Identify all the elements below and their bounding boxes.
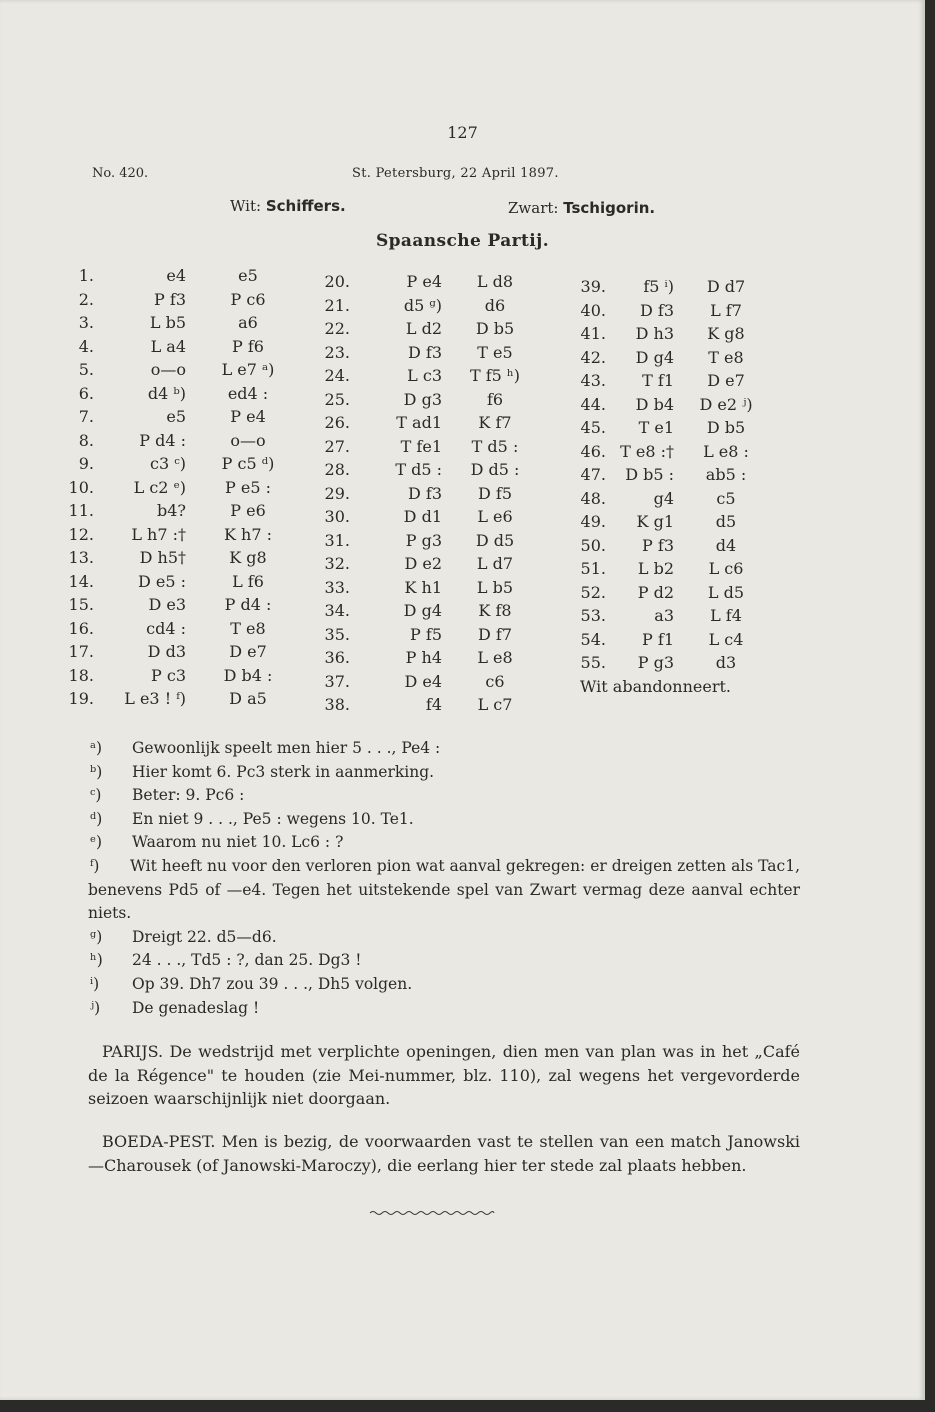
- white-move: T fe1: [400, 436, 442, 456]
- black-move: L b5: [476, 577, 514, 597]
- black-move: D d7: [706, 277, 746, 296]
- white-move: D g3: [403, 389, 442, 409]
- white-move: L e3 ! ᶠ): [124, 689, 186, 708]
- white-player-name: Schiffers.: [265, 197, 346, 215]
- move-row: [64, 640, 324, 664]
- white-move: a3: [654, 606, 674, 625]
- black-move: D b4 :: [223, 665, 273, 685]
- note-b: [88, 761, 800, 785]
- move-number: 38.: [324, 695, 350, 714]
- move-number: 18.: [68, 665, 94, 685]
- note-key: ʲ): [90, 998, 101, 1017]
- black-move: D d5: [475, 530, 515, 550]
- note-text: Wit heeft nu voor den verloren pion wat aanval gekregen: er dreigen zetten als Tac1, benevens Pd5 of —e4. Tegen het uitstekende spel van Zwart vermag deze aanval echter niets.: [88, 856, 800, 923]
- black-move: K g8: [707, 324, 745, 343]
- move-number: 6.: [78, 383, 94, 403]
- white-move: T f1: [642, 371, 674, 390]
- move-number: 1.: [78, 266, 94, 285]
- note-text: Dreigt 22. d5—d6.: [132, 927, 277, 946]
- moves-column-3: [576, 275, 806, 698]
- move-number: 34.: [324, 601, 350, 620]
- white-move: D f3: [639, 300, 674, 320]
- note-text: Gewoonlijk speelt men hier 5 . . ., Pe4 :: [132, 739, 441, 757]
- black-move: L c4: [708, 629, 744, 649]
- move-number: 45.: [580, 418, 606, 437]
- move-row: [320, 317, 560, 341]
- white-move: T e8 :†: [620, 441, 674, 461]
- black-move: L d8: [476, 272, 514, 291]
- move-number: 31.: [324, 530, 350, 550]
- move-number: 47.: [580, 465, 606, 484]
- move-row: [576, 416, 806, 440]
- white-move: L c2 ᵉ): [133, 477, 186, 497]
- black-move: P c6: [230, 289, 266, 309]
- move-row: [320, 576, 560, 600]
- black-move: c6: [485, 671, 505, 691]
- black-move: d3: [715, 653, 737, 672]
- move-number: 39.: [580, 277, 606, 296]
- move-row: [576, 369, 806, 393]
- move-row: [64, 499, 324, 523]
- move-number: 15.: [68, 595, 94, 614]
- white-move: L h7 :†: [131, 524, 186, 544]
- move-row: [320, 388, 560, 412]
- move-row: [320, 364, 560, 388]
- black-player-name: Tschigorin.: [563, 199, 656, 217]
- black-move: D f7: [477, 624, 512, 644]
- opening-title: Spaansche Partij.: [375, 231, 550, 251]
- black-move: ab5 :: [705, 465, 747, 484]
- white-move: D b5 :: [625, 465, 674, 484]
- white-move: P h4: [405, 648, 442, 667]
- note-d: [88, 808, 800, 832]
- white-move: P f5: [410, 624, 442, 644]
- move-row: [576, 440, 806, 464]
- move-number: 44.: [580, 394, 606, 414]
- white-move: P f3: [642, 535, 674, 555]
- black-move: T e8: [230, 618, 266, 638]
- note-g: [88, 926, 800, 950]
- move-number: 41.: [580, 324, 606, 343]
- move-row: [64, 593, 324, 617]
- white-move: P f1: [642, 629, 674, 649]
- move-row: [64, 382, 324, 406]
- move-row: [320, 270, 560, 294]
- move-row: [320, 646, 560, 670]
- white-move: D h3: [635, 324, 674, 343]
- white-move: L b2: [637, 559, 674, 578]
- black-move: T e5: [477, 342, 513, 362]
- move-row: [64, 664, 324, 688]
- move-number: 24.: [324, 366, 350, 385]
- move-number: 7.: [78, 407, 94, 426]
- move-row: [576, 463, 806, 487]
- black-move: d5: [715, 512, 737, 531]
- move-number: 42.: [580, 347, 606, 367]
- game-number: No. 420.: [92, 166, 149, 181]
- white-move: o—o: [150, 360, 186, 379]
- black-move: D a5: [229, 689, 267, 708]
- move-row: [64, 358, 324, 382]
- move-row: [576, 581, 806, 605]
- black-player-line: [508, 199, 655, 217]
- black-move: D b5: [706, 418, 746, 437]
- move-row: [576, 557, 806, 581]
- move-number: 16.: [68, 618, 94, 638]
- black-move: L e8 :: [703, 441, 749, 461]
- move-row: [64, 405, 324, 429]
- move-number: 5.: [78, 360, 94, 379]
- black-move: L d5: [707, 582, 745, 602]
- white-move: L c3: [407, 366, 442, 385]
- note-text: Waarom nu niet 10. Lc6 : ?: [132, 833, 344, 852]
- place-date: St. Petersburg, 22 April 1897.: [352, 166, 559, 181]
- move-row: [576, 346, 806, 370]
- white-move: D f3: [407, 342, 442, 362]
- white-move: D e3: [148, 595, 186, 614]
- result: Wit abandonneert.: [580, 676, 732, 696]
- move-number: 13.: [68, 548, 94, 567]
- move-number: 8.: [78, 430, 94, 450]
- white-move: D e2: [404, 554, 442, 573]
- move-number: 26.: [324, 413, 350, 432]
- move-number: 32.: [324, 554, 350, 573]
- move-row: [576, 534, 806, 558]
- black-move: K f8: [478, 601, 512, 620]
- move-number: 37.: [324, 671, 350, 691]
- black-move: L e7 ᵃ): [221, 360, 275, 379]
- note-key: ᶜ): [90, 786, 102, 805]
- white-move: D g4: [403, 601, 442, 620]
- black-move: f6: [486, 389, 504, 409]
- move-number: 17.: [68, 642, 94, 661]
- move-row: [320, 599, 560, 623]
- note-key: ᵉ): [90, 833, 103, 852]
- move-row: [576, 651, 806, 675]
- black-move: d6: [484, 295, 506, 315]
- move-row: [320, 435, 560, 459]
- note-text: 24 . . ., Td5 : ?, dan 25. Dg3 !: [132, 951, 362, 970]
- black-move: o—o: [230, 430, 266, 450]
- move-number: 36.: [324, 648, 350, 667]
- black-label: Zwart:: [508, 199, 559, 217]
- black-move: L f4: [710, 606, 742, 625]
- white-move: D e5 :: [137, 571, 186, 591]
- move-number: 54.: [580, 629, 606, 649]
- white-move: D e4: [404, 671, 442, 691]
- note-key: ʰ): [90, 951, 103, 970]
- move-row: [320, 458, 560, 482]
- move-number: 11.: [68, 501, 94, 520]
- note-text: Op 39. Dh7 zou 39 . . ., Dh5 volgen.: [132, 974, 413, 993]
- move-row: [320, 552, 560, 576]
- move-row: [64, 288, 324, 312]
- move-row: [64, 311, 324, 335]
- black-move: L f6: [232, 571, 264, 591]
- black-move: ed4 :: [227, 383, 269, 403]
- note-c: [88, 784, 800, 808]
- black-move: e5: [238, 266, 258, 285]
- move-number: 25.: [324, 389, 350, 409]
- white-move: f4: [425, 695, 442, 714]
- move-row: [320, 505, 560, 529]
- white-move: D d3: [147, 642, 186, 661]
- note-j: [88, 997, 800, 1021]
- move-row: [64, 617, 324, 641]
- move-number: 20.: [324, 272, 350, 291]
- move-row: [320, 529, 560, 553]
- black-move: K h7 :: [224, 524, 272, 544]
- black-move: K f7: [478, 413, 512, 432]
- move-number: 3.: [78, 313, 94, 332]
- move-row: [320, 341, 560, 365]
- move-row: [320, 482, 560, 506]
- white-label: Wit:: [230, 197, 262, 215]
- black-move: D b5: [475, 319, 515, 338]
- white-move: K g1: [636, 512, 674, 531]
- black-move: T e8: [708, 347, 744, 367]
- white-move: P g3: [637, 653, 674, 672]
- news-paragraph-budapest: BOEDA-PEST. Men is bezig, de voorwaarden vast te stellen van een match Janowski—Charousek (of Janowski-Maroczy), die eerlang hier ter stede zal plaats hebben.: [88, 1132, 800, 1175]
- move-number: 46.: [580, 441, 606, 461]
- white-move: d4 ᵇ): [147, 383, 186, 403]
- note-i: [88, 973, 800, 997]
- annotations: [88, 737, 800, 1020]
- move-number: 10.: [68, 477, 94, 497]
- note-text: De genadeslag !: [132, 998, 260, 1017]
- white-move: b4?: [157, 501, 186, 520]
- black-move: P e5 :: [225, 477, 271, 497]
- note-text: Hier komt 6. Pc3 sterk in aanmerking.: [132, 762, 435, 781]
- white-move: cd4 :: [146, 618, 186, 638]
- move-row: [576, 604, 806, 628]
- white-move: P e4: [406, 272, 442, 291]
- black-move: T d5 :: [471, 436, 519, 456]
- move-number: 4.: [78, 336, 94, 356]
- black-move: L c7: [477, 695, 513, 714]
- note-a: [88, 737, 800, 761]
- move-row: [64, 429, 324, 453]
- note-key: ᶠ): [90, 856, 100, 875]
- black-move: L e8: [477, 648, 513, 667]
- move-row: [576, 299, 806, 323]
- moves-column-2: [320, 270, 560, 717]
- move-number: 30.: [324, 507, 350, 526]
- move-row: [576, 393, 806, 417]
- move-number: 35.: [324, 624, 350, 644]
- note-text: En niet 9 . . ., Pe5 : wegens 10. Te1.: [132, 809, 414, 828]
- news-paragraph-paris: PARIJS. De wedstrijd met verplichte openingen, dien men van plan was in het „Café de la Régence" te houden (zie Mei-nummer, blz. 110), zal wegens het vergevorderde seizoen waarschijnlijk niet doorgaan.: [88, 1042, 800, 1108]
- white-player-line: [230, 197, 346, 215]
- page-number: 127: [447, 123, 478, 142]
- white-move: D b4: [635, 394, 674, 414]
- note-key: ᵍ): [90, 927, 103, 946]
- move-number: 40.: [580, 300, 606, 320]
- move-number: 51.: [580, 559, 606, 578]
- white-move: D g4: [635, 347, 674, 367]
- black-move: a6: [238, 313, 258, 332]
- black-move: P e6: [230, 501, 266, 520]
- note-key: ᵇ): [90, 762, 103, 781]
- move-number: 33.: [324, 577, 350, 597]
- white-move: P g3: [405, 530, 442, 550]
- white-move: P c3: [151, 665, 186, 685]
- white-move: e4: [166, 266, 186, 285]
- move-row: [64, 452, 324, 476]
- move-row: [320, 623, 560, 647]
- black-move: T f5 ʰ): [469, 366, 521, 385]
- move-row: [576, 487, 806, 511]
- black-move: P c5 ᵈ): [221, 454, 275, 473]
- move-number: 53.: [580, 606, 606, 625]
- white-move: P d4 :: [139, 430, 186, 450]
- black-move: d4: [715, 535, 737, 555]
- move-number: 43.: [580, 371, 606, 390]
- white-move: L b5: [149, 313, 186, 332]
- move-number: 22.: [324, 319, 350, 338]
- black-move: D d5 :: [470, 460, 520, 479]
- white-move: K h1: [404, 577, 442, 597]
- move-row: [320, 294, 560, 318]
- move-row: [320, 411, 560, 435]
- white-move: e5: [166, 407, 186, 426]
- move-number: 49.: [580, 512, 606, 531]
- black-move: D e2 ʲ): [699, 394, 753, 414]
- move-row: [320, 693, 560, 717]
- note-text: Beter: 9. Pc6 :: [132, 786, 245, 805]
- black-move: L f7: [710, 300, 742, 320]
- move-row: [320, 670, 560, 694]
- move-row: [64, 335, 324, 359]
- note-key: ᵈ): [90, 809, 103, 828]
- move-number: 48.: [580, 488, 606, 508]
- white-move: T e1: [638, 418, 674, 437]
- white-move: D f3: [407, 483, 442, 503]
- move-number: 21.: [324, 295, 350, 315]
- white-move: P d2: [637, 582, 674, 602]
- black-move: L d7: [476, 554, 514, 573]
- white-move: f5 ⁱ): [643, 277, 674, 296]
- black-move: L e6: [477, 507, 513, 526]
- moves-column-1: [64, 264, 324, 711]
- note-key: ᵃ): [90, 739, 103, 757]
- move-row: [576, 322, 806, 346]
- white-move: L a4: [150, 336, 186, 356]
- note-f: [88, 855, 800, 926]
- note-h: [88, 949, 800, 973]
- move-number: 27.: [324, 436, 350, 456]
- move-number: 14.: [68, 571, 94, 591]
- move-row: [64, 687, 324, 711]
- white-move: L d2: [405, 319, 442, 338]
- move-number: 12.: [68, 524, 94, 544]
- note-key: ⁱ): [90, 974, 100, 993]
- white-move: T ad1: [396, 413, 442, 432]
- note-e: [88, 831, 800, 855]
- move-row: [64, 523, 324, 547]
- move-row: [576, 510, 806, 534]
- white-move: P f3: [154, 289, 186, 309]
- black-move: P f6: [232, 336, 264, 356]
- move-number: 50.: [580, 535, 606, 555]
- wavy-divider-icon: [368, 1209, 496, 1217]
- black-move: c5: [716, 488, 736, 508]
- black-move: P d4 :: [224, 595, 272, 614]
- move-row: [576, 275, 806, 299]
- move-row: [64, 546, 324, 570]
- move-number: 19.: [68, 689, 94, 708]
- move-row: [64, 476, 324, 500]
- white-move: c3 ᶜ): [149, 454, 186, 473]
- white-move: D h5†: [139, 548, 186, 567]
- move-number: 55.: [580, 653, 606, 672]
- white-move: g4: [653, 488, 674, 508]
- black-move: P e4: [230, 407, 266, 426]
- move-number: 23.: [324, 342, 350, 362]
- move-number: 29.: [324, 483, 350, 503]
- black-move: D e7: [229, 642, 267, 661]
- black-move: L c6: [708, 559, 744, 578]
- move-number: 28.: [324, 460, 350, 479]
- move-number: 52.: [580, 582, 606, 602]
- black-move: D f5: [477, 483, 512, 503]
- move-row: [576, 628, 806, 652]
- move-row: [64, 264, 324, 288]
- black-move: D e7: [707, 371, 745, 390]
- white-move: D d1: [403, 507, 442, 526]
- move-row: [64, 570, 324, 594]
- white-move: T d5 :: [395, 460, 442, 479]
- move-number: 2.: [78, 289, 94, 309]
- black-move: K g8: [229, 548, 267, 567]
- white-move: d5 ᵍ): [403, 295, 442, 315]
- move-number: 9.: [78, 454, 94, 473]
